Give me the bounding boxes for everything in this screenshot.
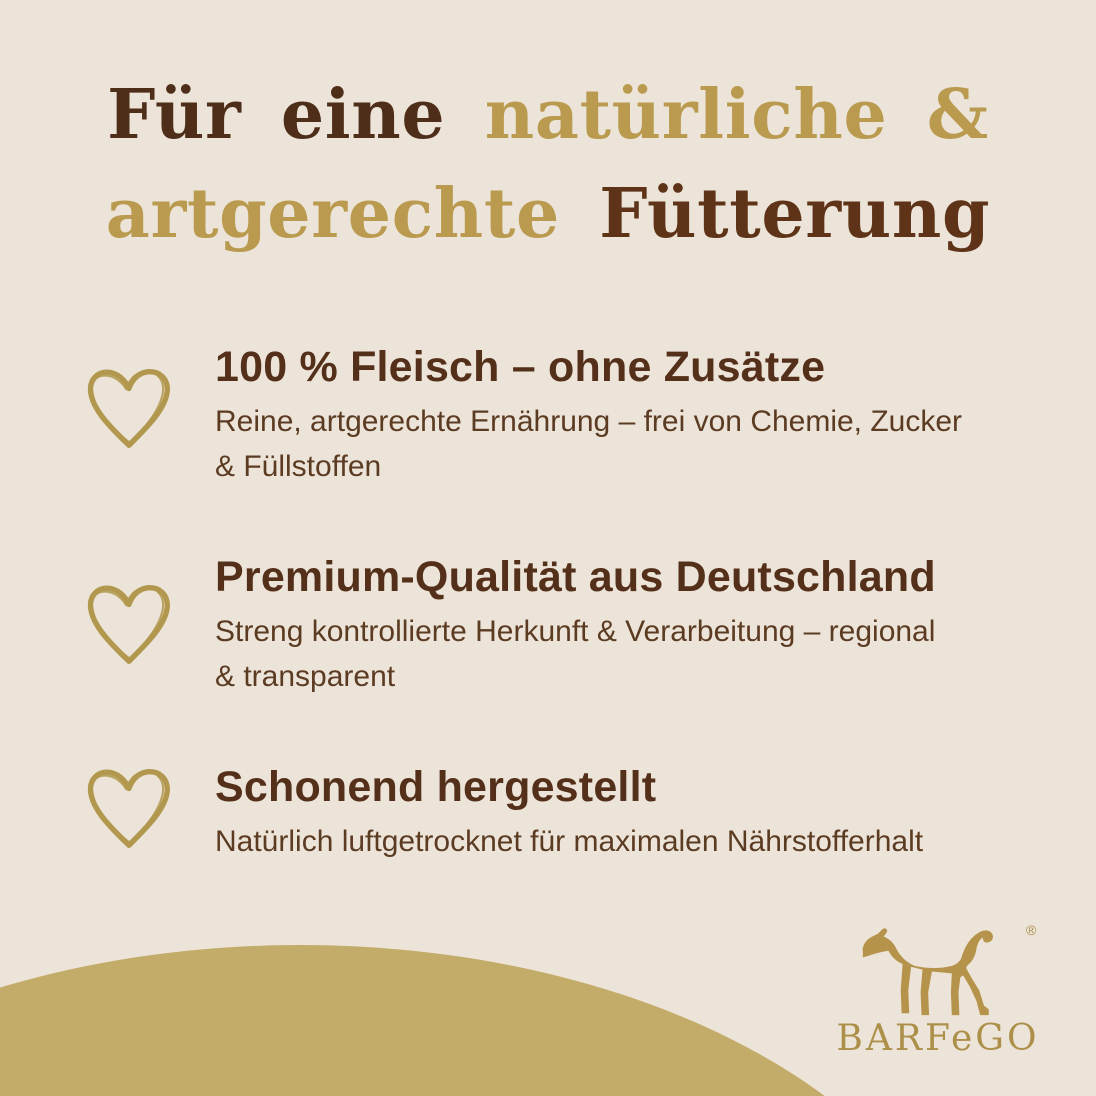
bullet-item-herstellung [215, 762, 1095, 864]
bullet-body-line: & Füllstoffen [215, 450, 382, 483]
bullet-body-line: & transparent [215, 660, 396, 693]
heart-icon [80, 576, 178, 674]
bullet-body-line: Reine, artgerechte Ernährung – frei von Chemie, Zucker [215, 405, 963, 438]
headline-line-1 [0, 66, 1096, 165]
registered-trademark-symbol: ® [1026, 922, 1037, 938]
page-title [0, 66, 1096, 264]
bullet-title: 100 % Fleisch – ohne Zusätze [215, 343, 826, 391]
headline-part-gold-1: natürliche & [484, 75, 989, 155]
headline-line-2 [0, 165, 1096, 264]
bullet-body-line: Natürlich luftgetrocknet für maximalen Nährstofferhalt [215, 825, 924, 858]
bullet-item-qualitaet [215, 552, 1095, 699]
bullet-body [215, 819, 1095, 864]
bullet-item-fleisch [215, 342, 1095, 489]
bullet-title: Schonend hergestellt [215, 763, 657, 811]
headline-part-gold-2: artgerechte [105, 174, 560, 254]
dog-icon [860, 928, 1002, 1024]
headline-part-brown-1: Für eine [107, 75, 446, 155]
heart-icon [80, 360, 178, 458]
heart-icon [80, 760, 178, 858]
bullet-body [215, 609, 1095, 699]
bullet-body [215, 399, 1095, 489]
bullet-body-line: Streng kontrollierte Herkunft & Verarbeitung – regional [215, 615, 936, 648]
brand-logo [830, 918, 1060, 1078]
bullet-title: Premium-Qualität aus Deutschland [215, 553, 936, 601]
headline-part-brown-2: Fütterung [599, 174, 991, 254]
brand-wordmark: BARFeGO [836, 1018, 1040, 1059]
